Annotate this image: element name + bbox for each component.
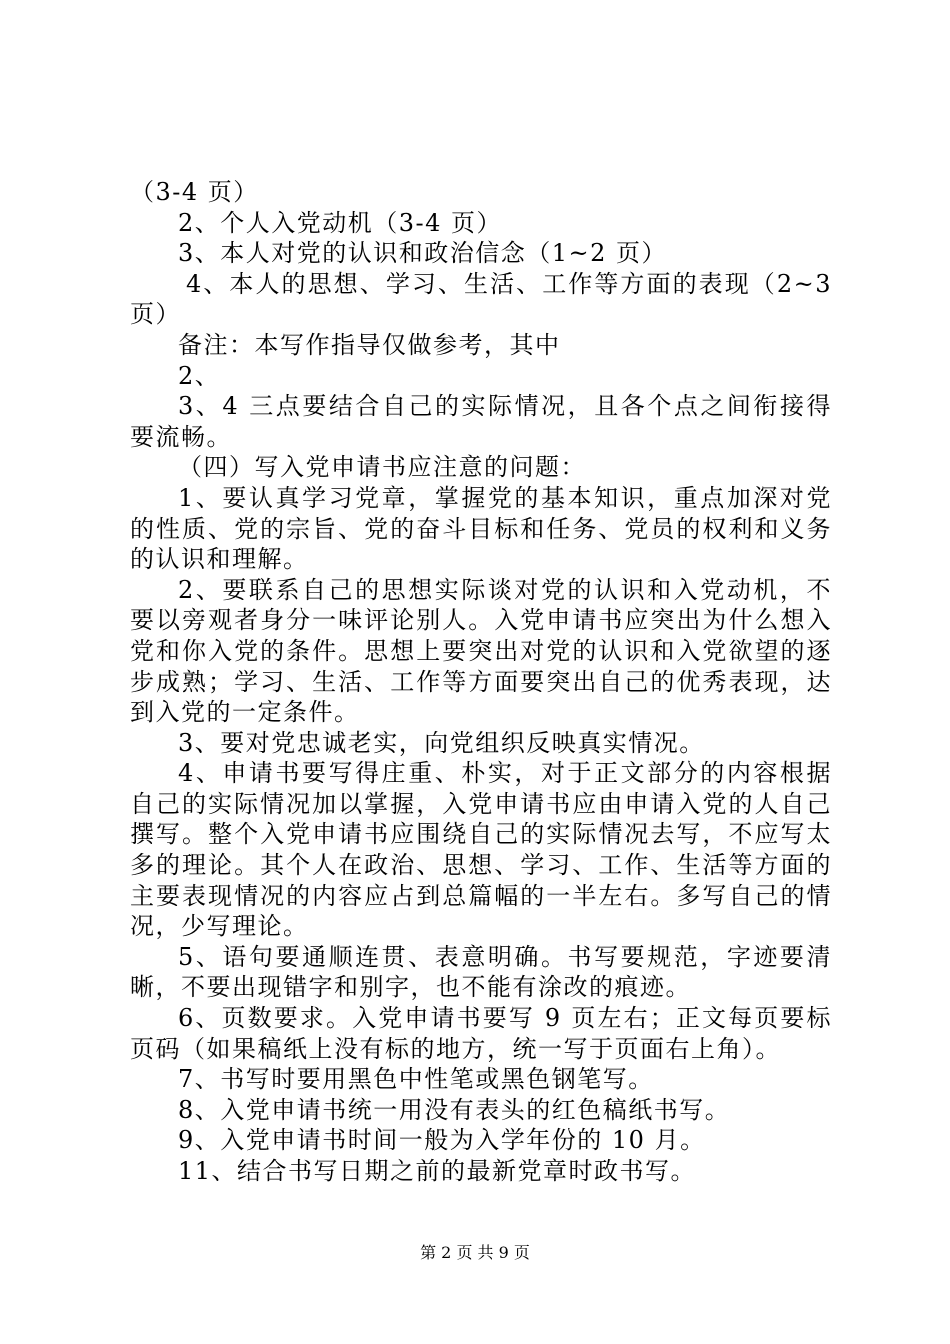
paragraph: 5、语句要通顺连贯、表意明确。书写要规范，字迹要清晰，不要出现错字和别字，也不能有涂改的痕迹。 — [130, 942, 832, 1002]
paragraph: 2、要联系自己的思想实际谈对党的认识和入党动机，不要以旁观者身分一味评论别人。入党申请书应突出为什么想入党和你入党的条件。思想上要突出对党的认识和入党欲望的逐步成熟；学习、生活、工作等方面要突出自己的优秀表现，达到入党的一定条件。 — [130, 575, 832, 727]
paragraph: 2、个人入党动机（3-4 页） — [178, 208, 503, 237]
paragraph: 3、本人对党的认识和政治信念（1~2 页） — [178, 239, 668, 268]
paragraph: 2、 — [178, 361, 221, 390]
paragraph: 1、要认真学习党章，掌握党的基本知识，重点加深对党的性质、党的宗旨、党的奋斗目标和任务、党员的权利和义务的认识和理解。 — [130, 483, 832, 574]
paragraph: 备注：本写作指导仅做参考，其中 — [178, 330, 561, 359]
paragraph: 4、本人的思想、学习、生活、工作等方面的表现（2~3页） — [130, 269, 832, 329]
paragraph: 7、书写时要用黑色中性笔或黑色钢笔写。 — [178, 1065, 654, 1094]
paragraph: 6、页数要求。入党申请书要写 9 页左右；正文每页要标页码（如果稿纸上没有标的地方，统一写于页面右上角）。 — [130, 1004, 832, 1063]
document-body — [130, 177, 832, 1187]
section-heading: （四）写入党申请书应注意的问题： — [178, 453, 586, 482]
paragraph: 3、4 三点要结合自己的实际情况，且各个点之间衔接得要流畅。 — [130, 392, 832, 451]
paragraph: 3、要对党忠诚老实，向党组织反映真实情况。 — [178, 728, 705, 757]
paragraph: 8、入党申请书统一用没有表头的红色稿纸书写。 — [178, 1095, 731, 1124]
paragraph: （3-4 页） — [130, 178, 259, 206]
paragraph: 9、入党申请书时间一般为入学年份的 10 月。 — [178, 1126, 706, 1155]
page-number-footer: 第 2 页 共 9 页 — [420, 1243, 530, 1262]
paragraph: 4、申请书要写得庄重、朴实，对于正文部分的内容根据自己的实际情况加以掌握，入党申请书应由申请入党的人自己撰写。整个入党申请书应围绕自己的实际情况去写，不应写太多的理论。其个人在政治、思想、学习、工作、生活等方面的主要表现情况的内容应占到总篇幅的一半左右。多写自己的情况，少写理论。 — [130, 759, 832, 941]
paragraph: 11、结合书写日期之前的最新党章时政书写。 — [178, 1157, 697, 1185]
